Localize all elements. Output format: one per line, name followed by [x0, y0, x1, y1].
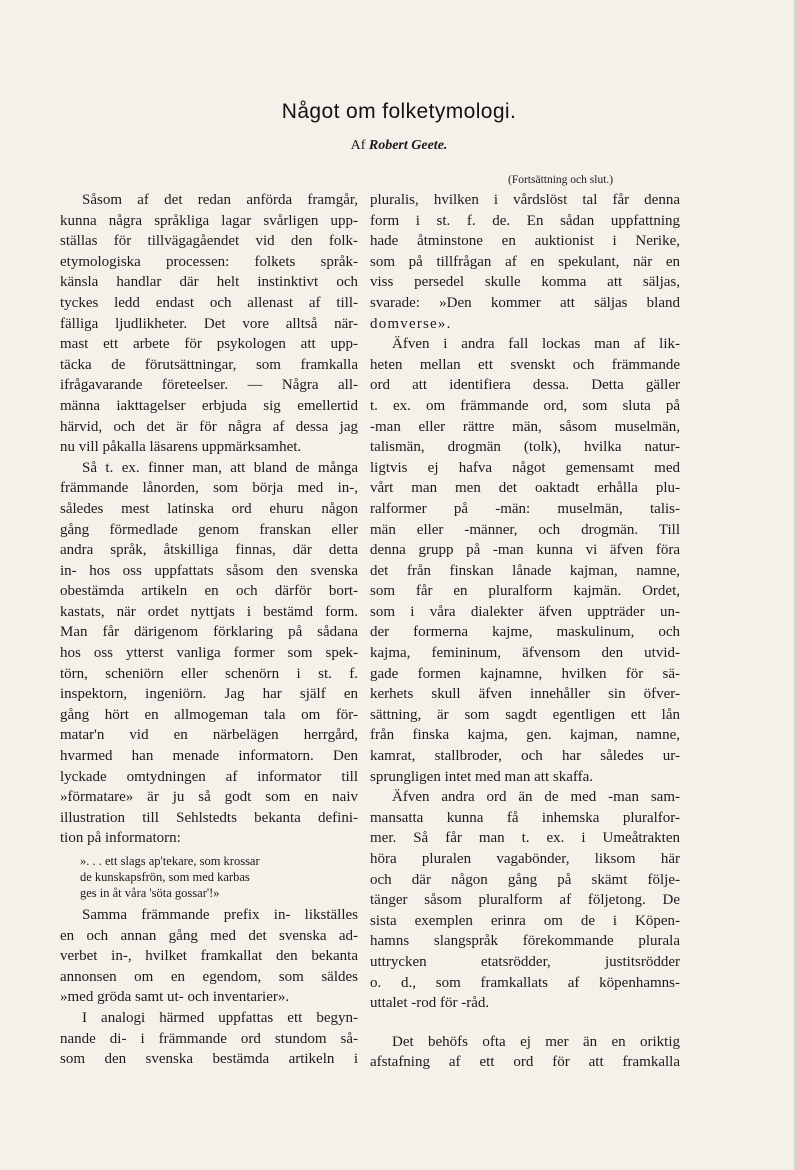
text-line: som i våra dialekter äfven uppträder un- [370, 603, 680, 620]
quote-line: ». . . ett slags ap'tekare, som krossar [80, 854, 260, 868]
text-line: Äfven i andra fall lockas man af lik- [392, 336, 680, 353]
text-line: ifrågavarande företeelser. — Några all- [60, 377, 358, 394]
text-line: mer. Så får man t. ex. i Umeåtrakten [370, 830, 680, 847]
left-column [60, 190, 358, 1070]
text-line: viss persedel skulle komma att säljas, [370, 274, 680, 291]
text-line: denna grupp på -man kunna vi äfven föra [370, 542, 680, 559]
author-name: Robert Geete. [368, 138, 448, 153]
text-line: hvarmed han menade informatorn. Den [60, 748, 358, 765]
quote-line: de kunskapsfrön, som med karbas [80, 870, 250, 884]
text-line: Man får därigenom förklaring på sådana [60, 624, 358, 641]
text-line: tion på informatorn: [60, 830, 181, 847]
text-line: ralformer på -män: muselmän, talis- [370, 500, 680, 517]
continuation-note: (Fortsättning och slut.) [508, 174, 614, 186]
text-line: t. ex. om främmande ord, som sluta på [370, 397, 680, 414]
text-line: från finska kajma, gen. kajman, namne, [370, 727, 680, 744]
text-line: härvid, och det är för några af dessa jag [60, 418, 358, 435]
text-line: uttrycken etatsrödder, justitsrödder [370, 953, 680, 970]
text-line: en och annan gång med det svenska ad- [60, 927, 358, 944]
text-line: tyckes ledd endast och allenast af till- [60, 294, 358, 311]
text-line: Så t. ex. finner man, att bland de många [82, 459, 358, 476]
text-line: sprungligen intet med man att skaffa. [370, 768, 594, 785]
text-line: män eller -männer, och drogmän. Till [370, 521, 680, 538]
paragraph-gap [370, 1014, 680, 1032]
byline [0, 138, 798, 154]
text-line: Äfven andra ord än de med -man sam- [392, 789, 680, 806]
text-line: ord att identifiera dessa. Detta gäller [370, 377, 680, 394]
text-line: som på tillfrågan af en spekulant, när en [370, 253, 680, 270]
page-edge [794, 0, 798, 1170]
text-line: ställas för tillvägagåendet vid den folk- [60, 233, 358, 250]
text-line: etymologiska processen: folkets språk- [60, 253, 358, 270]
text-line: der formerna kajme, maskulinum, och [370, 624, 680, 641]
text-line: kunna några språkliga lagar svårligen upp- [60, 212, 358, 229]
text-line: I analogi härmed uppfattas ett begyn- [82, 1009, 358, 1026]
right-column [370, 190, 680, 1073]
text-line: form i st. f. de. En sådan uppfattning [370, 212, 680, 229]
text-line: uttalet -rod för -råd. [370, 995, 490, 1012]
text-line: gade formen kajnamne, hvilken för sä- [370, 665, 680, 682]
text-line: »förmatare» är ju så godt som en naiv [60, 789, 358, 806]
text-line: täcka de förutsättningar, som framkalla [60, 356, 358, 373]
text-line: männa iakttagelser erbjuda sig emellertid [60, 397, 358, 414]
text-line: illustration till Sehlstedts bekanta defini- [60, 809, 358, 826]
quote-line: ges in åt våra 'söta gossar'!» [80, 886, 220, 900]
text-line: matar'n vid en närbelägen herrgård, [60, 727, 358, 744]
text-line: som den svenska bestämda artikeln i [60, 1051, 358, 1068]
text-line: törn, scheniörn eller schenörn i st. f. [60, 665, 358, 682]
text-line: heten mellan ett svenskt och främmande [370, 356, 680, 373]
text-line: kastats, när ordet nyttjats i bestämd form. [60, 603, 358, 620]
text-line: känsla handlar där helt instinktivt och [60, 274, 358, 291]
text-line: inspektorn, ingeniörn. Jag har själf en [60, 686, 358, 703]
text-line: det från finskan lånade kajman, namne, [370, 562, 680, 579]
text-line: mast ett arbete för psykologen att upp- [60, 336, 358, 353]
text-line: nu vill påkalla läsarens uppmärksamhet. [60, 439, 302, 456]
text-line: pluralis, hvilken i vårdslöst tal får denna [370, 192, 680, 208]
text-line: lyckade omtydningen af informator till [60, 768, 358, 785]
text-line: annonsen om en egendom, som säldes [60, 968, 358, 985]
text-line: in- hos oss uppfattats såsom den svenska [60, 562, 358, 579]
text-line: domverse». [370, 315, 452, 332]
text-line: hade åtminstone en auktionist i Nerike, [370, 233, 680, 250]
text-line: som får en pluralform kajmän. Ordet, [370, 583, 680, 600]
sehlstedt-quote [60, 853, 358, 901]
text-line: hos oss ytterst vanliga former som spek- [60, 645, 358, 662]
article-title: Något om folketymologi. [281, 100, 517, 123]
text-line: sista exemplen erinra om de i Köpen- [370, 912, 680, 929]
byline-prefix: Af [350, 138, 366, 153]
text-line: verbet in-, hvilket framkallat den bekanta [60, 948, 358, 965]
text-line: fälliga ljudlikheter. Det vore alltså när- [60, 315, 358, 332]
text-line: kerhets skull äfven innehåller sin öfver- [370, 686, 680, 703]
text-line: »med gröda samt ut- och inventarier». [60, 989, 290, 1006]
text-line: således mest latinska ord ehuru någon [60, 500, 358, 517]
text-line: afstafning af ett ord för att framkalla [370, 1054, 680, 1071]
text-line: ligtvis ej hafva något gemensamt med [370, 459, 680, 476]
text-line: Samma främmande prefix in- likställes [82, 907, 358, 923]
text-line: främmande lånorden, som börja med in-, [60, 480, 358, 497]
text-line: Det behöfs ofta ej mer än en oriktig [392, 1033, 680, 1050]
text-line: vårt man men det oaktadt erhålla plu- [370, 480, 680, 497]
text-line: tänger såsom pluralform af följetong. De [370, 892, 680, 909]
text-line: kajma, femininum, äfvensom den utvid- [370, 645, 680, 662]
text-line: och där någon gång på skämt följe- [370, 871, 680, 888]
text-line: kamrat, stallbroder, och har således ur- [370, 748, 680, 765]
text-line: gång förmedlade genom franskan eller [60, 521, 358, 538]
text-line: -man eller rättre män, såsom muselmän, [370, 418, 680, 435]
text-line: andra språk, åtskilliga finnas, där detta [60, 542, 358, 559]
text-line: höra pluralen vagabönder, liksom här [370, 851, 680, 867]
text-line: nande di- i främmande ord stundom så- [60, 1030, 358, 1047]
text-line: Såsom af det redan anförda framgår, [82, 192, 358, 208]
text-line: obestämda artikeln en och därför bort- [60, 583, 358, 600]
text-line: sättning, är som sagdt egentligen ett lån [370, 706, 680, 723]
text-line: mansatta kunna få inhemska pluralfor- [370, 809, 680, 826]
text-line: svarade: »Den kommer att säljas bland [370, 294, 680, 311]
text-line: talismän, drogmän (tolk), hvilka natur- [370, 439, 680, 456]
text-line: o. d., som framkallats af köpenhamns- [370, 974, 680, 991]
text-line: gång hört en allmogeman tala om för- [60, 706, 358, 723]
text-line: hamns slangspråk förekommande plurala [370, 933, 680, 950]
